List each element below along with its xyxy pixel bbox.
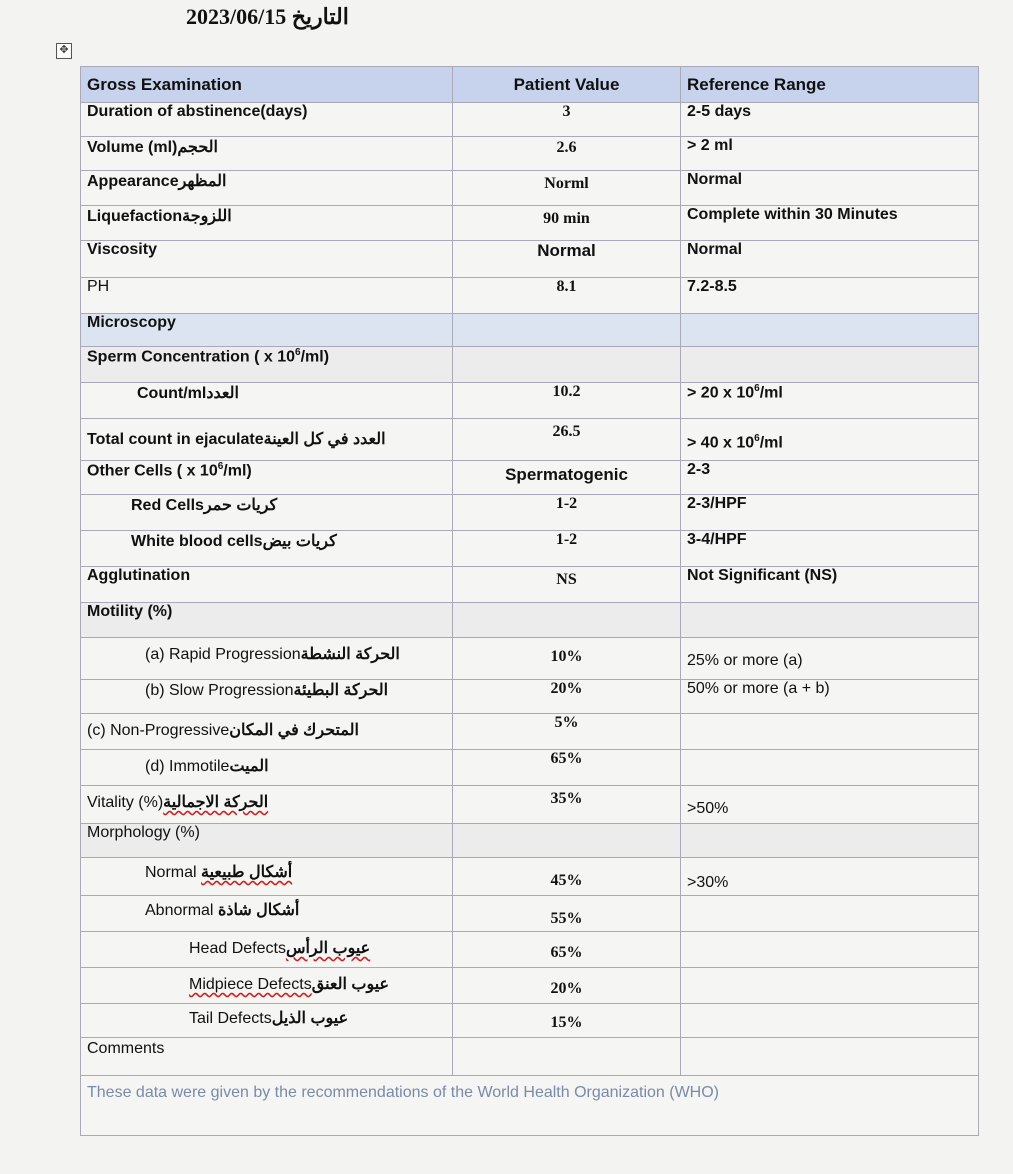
label-immotile-cell <box>81 750 453 786</box>
label-rapid: (a) Rapid Progression <box>145 646 301 663</box>
row-midpiece <box>81 968 979 1004</box>
date-value: 2023/06/15 <box>186 4 287 29</box>
row-rapid <box>81 638 979 680</box>
section-microscopy: Microscopy <box>81 314 453 347</box>
label-rapid-ar: الحركة النشطة <box>300 646 400 663</box>
label-viscosity: Viscosity <box>81 241 453 278</box>
label-vitality-ar: الحركة الاجمالية <box>163 794 269 811</box>
row-comments <box>81 1038 979 1076</box>
ref-vitality: >50% <box>681 786 979 824</box>
row-normal <box>81 858 979 896</box>
label-midpiece-ar: عيوب العنق <box>311 976 390 993</box>
value-red: 1-2 <box>453 495 681 531</box>
section-morphology: Morphology (%) <box>81 824 453 858</box>
label-count-cell <box>81 383 453 419</box>
label-comments: Comments <box>81 1038 453 1076</box>
table-move-handle-icon[interactable]: ✥ <box>56 43 72 59</box>
label-appearance: Appearance <box>87 173 179 190</box>
label-other-cell <box>81 461 453 495</box>
label-immotile: (d) Immotile <box>145 758 230 775</box>
row-ph <box>81 278 979 314</box>
label-vitality-cell <box>81 786 453 824</box>
label-total-ar: العدد في كل العينة <box>263 431 386 448</box>
label-slow-ar: الحركة البطيئة <box>293 682 389 699</box>
value-ph: 8.1 <box>453 278 681 314</box>
ref-total-cell <box>681 419 979 461</box>
label-tail-ar: عيوب الذيل <box>271 1010 349 1027</box>
ref-white: 3-4/HPF <box>681 531 979 567</box>
ref-total-prefix: > 40 x 10 <box>687 434 755 452</box>
row-white-cells <box>81 531 979 567</box>
value-non: 5% <box>453 714 681 750</box>
ref-other: 2-3 <box>681 461 979 495</box>
label-volume: Volume (ml) <box>87 139 178 156</box>
label-non-cell <box>81 714 453 750</box>
label-abnormal-ar: أشكال شاذة <box>217 902 300 919</box>
value-count: 10.2 <box>453 383 681 419</box>
label-other-sup: 6 <box>217 461 224 472</box>
ref-slow: 50% or more (a + b) <box>681 680 979 714</box>
semen-analysis-table <box>80 66 979 1136</box>
ref-liquefaction: Complete within 30 Minutes <box>681 206 979 241</box>
header-exam: Gross Examination <box>81 67 453 103</box>
value-abstinence: 3 <box>453 103 681 137</box>
ref-normal: >30% <box>681 858 979 896</box>
row-vitality <box>81 786 979 824</box>
label-total: Total count in ejaculate <box>87 431 264 448</box>
ref-total-suffix: /ml <box>759 434 783 452</box>
value-rapid: 10% <box>453 638 681 680</box>
ref-agglutination: Not Significant (NS) <box>681 567 979 603</box>
row-note <box>81 1076 979 1136</box>
label-midpiece: Midpiece Defects <box>189 976 312 993</box>
label-concentration: Sperm Concentration ( x 10 <box>87 348 296 366</box>
label-normal-cell <box>81 858 453 896</box>
label-rapid-cell <box>81 638 453 680</box>
label-appearance-cell <box>81 171 453 206</box>
row-red-cells <box>81 495 979 531</box>
label-vitality: Vitality (%) <box>87 794 164 811</box>
label-total-cell <box>81 419 453 461</box>
row-viscosity <box>81 241 979 278</box>
value-white: 1-2 <box>453 531 681 567</box>
value-slow: 20% <box>453 680 681 714</box>
value-other: Spermatogenic <box>453 461 681 495</box>
label-abnormal-cell <box>81 896 453 932</box>
who-note: These data were given by the recommendations of the World Health Organization (WHO) <box>81 1076 979 1136</box>
ref-total-sup: 6 <box>754 433 760 444</box>
value-tail: 15% <box>453 1004 681 1038</box>
label-volume-ar: الحجم <box>177 139 218 156</box>
label-midpiece-cell <box>81 968 453 1004</box>
label-concentration-cell <box>81 347 453 383</box>
label-liquefaction-cell <box>81 206 453 241</box>
label-white-ar: كريات بيض <box>262 533 337 550</box>
ref-appearance: Normal <box>681 171 979 206</box>
header-reference: Reference Range <box>681 67 979 103</box>
label-non-ar: المتحرك في المكان <box>229 722 359 739</box>
label-concentration-sup: 6 <box>295 347 301 358</box>
label-non: (c) Non-Progressive <box>87 722 230 739</box>
value-abnormal: 55% <box>453 896 681 932</box>
label-immotile-ar: الميت <box>229 758 269 775</box>
row-tail <box>81 1004 979 1038</box>
label-normal-ar: أشكال طبيعية <box>201 864 293 881</box>
value-appearance: Norml <box>453 171 681 206</box>
row-microscopy <box>81 314 979 347</box>
report-date <box>186 4 349 30</box>
value-total: 26.5 <box>453 419 681 461</box>
ref-abstinence: 2-5 days <box>681 103 979 137</box>
label-abstinence: Duration of abstinence(days) <box>81 103 453 137</box>
row-total <box>81 419 979 461</box>
ref-ph: 7.2-8.5 <box>681 278 979 314</box>
row-concentration <box>81 347 979 383</box>
value-head: 65% <box>453 932 681 968</box>
value-agglutination: NS <box>453 567 681 603</box>
ref-rapid: 25% or more (a) <box>681 638 979 680</box>
label-head-cell <box>81 932 453 968</box>
row-abstinence <box>81 103 979 137</box>
date-label: التاريخ <box>291 4 349 29</box>
header-value: Patient Value <box>453 67 681 103</box>
label-slow: (b) Slow Progression <box>145 682 294 699</box>
label-other-prefix: Other Cells ( x 10 <box>87 462 218 480</box>
label-white-cell <box>81 531 453 567</box>
label-slow-cell <box>81 680 453 714</box>
row-slow <box>81 680 979 714</box>
value-liquefaction: 90 min <box>453 206 681 241</box>
row-liquefaction <box>81 206 979 241</box>
label-head-ar: عيوب الرأس <box>285 940 371 957</box>
label-count-ar: العدد <box>206 385 239 402</box>
label-count: Count/ml <box>137 385 207 402</box>
row-count <box>81 383 979 419</box>
label-liquefaction-ar: اللزوجة <box>182 208 232 225</box>
ref-count-sup: 6 <box>754 383 760 394</box>
row-agglutination <box>81 567 979 603</box>
label-head: Head Defects <box>189 940 286 957</box>
label-white: White blood cells <box>131 533 263 550</box>
label-tail: Tail Defects <box>189 1010 272 1027</box>
row-appearance <box>81 171 979 206</box>
ref-count-cell <box>681 383 979 419</box>
row-motility <box>81 603 979 638</box>
label-red: Red Cells <box>131 497 204 514</box>
ref-viscosity: Normal <box>681 241 979 278</box>
value-viscosity: Normal <box>453 241 681 278</box>
ref-count-suffix: /ml <box>759 384 783 402</box>
label-volume-cell <box>81 137 453 171</box>
row-morphology <box>81 824 979 858</box>
label-appearance-ar: المظهر <box>178 173 227 190</box>
row-abnormal <box>81 896 979 932</box>
value-midpiece: 20% <box>453 968 681 1004</box>
label-liquefaction: Liquefaction <box>87 208 183 225</box>
row-non-progressive <box>81 714 979 750</box>
label-red-cell <box>81 495 453 531</box>
label-normal: Normal <box>145 864 197 881</box>
label-red-ar: كريات حمر <box>203 497 278 514</box>
value-volume: 2.6 <box>453 137 681 171</box>
label-other-suffix: /ml) <box>223 462 252 480</box>
row-immotile <box>81 750 979 786</box>
row-head <box>81 932 979 968</box>
ref-volume: > 2 ml <box>681 137 979 171</box>
value-immotile: 65% <box>453 750 681 786</box>
value-vitality: 35% <box>453 786 681 824</box>
value-normal: 45% <box>453 858 681 896</box>
row-volume <box>81 137 979 171</box>
label-agglutination: Agglutination <box>81 567 453 603</box>
label-tail-cell <box>81 1004 453 1038</box>
header-row <box>81 67 979 103</box>
ref-count-prefix: > 20 x 10 <box>687 384 755 402</box>
ref-red: 2-3/HPF <box>681 495 979 531</box>
label-concentration-unit: /ml) <box>300 348 330 366</box>
row-other-cells <box>81 461 979 495</box>
section-motility: Motility (%) <box>81 603 453 638</box>
label-ph: PH <box>81 278 453 314</box>
label-abnormal: Abnormal <box>145 902 214 919</box>
